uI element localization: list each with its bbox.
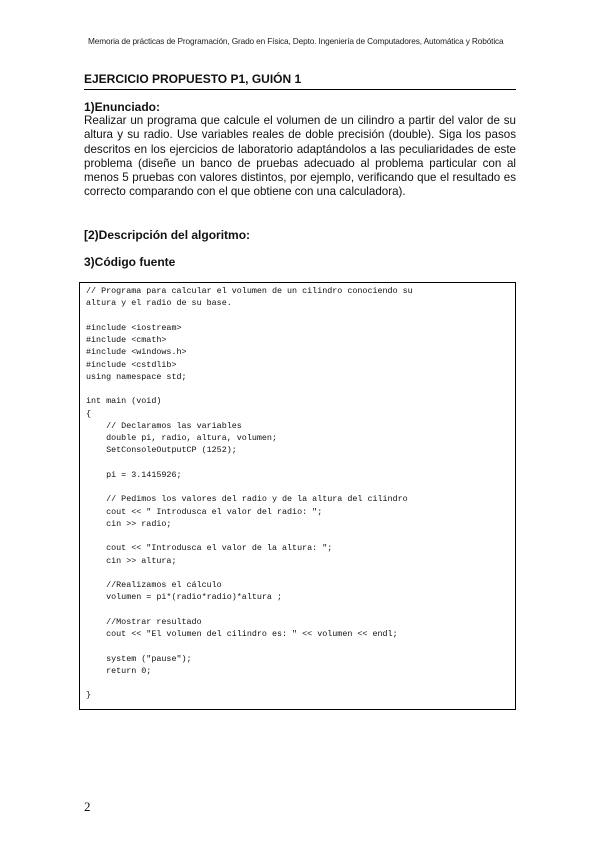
code-line: pi = 3.1415926;: [86, 469, 182, 480]
code-line: cin >> radio;: [86, 518, 172, 529]
code-line: //Realizamos el cálculo: [86, 580, 222, 590]
code-line: volumen = pi*(radio*radio)*altura ;: [86, 592, 283, 603]
section-enunciado-text: Realizar un programa que calcule el volumen de un cilindro a partir del valor de su altura y su radio. Use variables reales de doble precisión (double). Siga los pasos descritos en los ejercicios de laboratorio adaptándolos a las peculiaridades de este problema (diseñe un banco de pruebas adecuado al problema particular con al menos 5 pruebas con valores distintos, por ejemplo, verificando que el resultado es correcto comparando con el que obtiene con una calculadora).: [84, 114, 516, 199]
code-line: cout << " Introdusca el valor del radio: ";: [86, 506, 323, 517]
code-line: cin >> altura;: [86, 555, 177, 566]
code-line: using namespace std;: [86, 371, 187, 382]
code-line: // Pedimos los valores del radio y de la altura del cilindro: [86, 494, 408, 505]
code-line: cout << "El volumen del cilindro es: " << volumen << endl;: [86, 629, 398, 639]
code-line: altura y el radio de su base.: [86, 298, 232, 309]
code-line: [86, 604, 515, 616]
code-line: [86, 310, 515, 322]
code-line: cout << "Introdusca el valor de la altura: ";: [86, 543, 333, 554]
section-enunciado-title: 1)Enunciado:: [84, 100, 161, 114]
exercise-title: EJERCICIO PROPUESTO P1, GUIÓN 1: [84, 72, 516, 90]
code-line: }: [86, 690, 92, 701]
code-line: [86, 457, 515, 469]
code-line: [86, 530, 515, 542]
code-line: [86, 567, 515, 579]
code-listing: [79, 282, 516, 710]
code-line: [86, 640, 515, 652]
page-number: 2: [84, 799, 91, 814]
running-header: Memoria de prácticas de Programación, Grado en Física, Depto. Ingeniería de Computadores, Automática y Robótica: [88, 36, 504, 46]
code-line: #include <cmath>: [86, 335, 167, 345]
code-line: [86, 383, 515, 395]
code-line: system ("pause");: [86, 653, 192, 664]
code-line: //Mostrar resultado: [86, 616, 202, 627]
code-line: #include <iostream>: [86, 322, 182, 333]
section-descripcion-title: [2)Descripción del algoritmo:: [84, 228, 251, 242]
code-line: return 0;: [86, 665, 152, 676]
code-line: #include <cstdlib>: [86, 359, 177, 370]
section-codigo-title: 3)Código fuente: [84, 255, 176, 269]
code-line: double pi, radio, altura, volumen;: [86, 433, 277, 443]
code-line: [86, 677, 515, 689]
code-line: {: [86, 408, 92, 419]
code-line: [86, 481, 515, 493]
code-line: int main (void): [86, 396, 162, 407]
code-line: SetConsoleOutputCP (1252);: [86, 445, 237, 456]
code-line: // Declaramos las variables: [86, 420, 242, 431]
code-line: #include <windows.h>: [86, 347, 187, 358]
code-line: // Programa para calcular el volumen de un cilindro conociendo su: [86, 286, 413, 296]
